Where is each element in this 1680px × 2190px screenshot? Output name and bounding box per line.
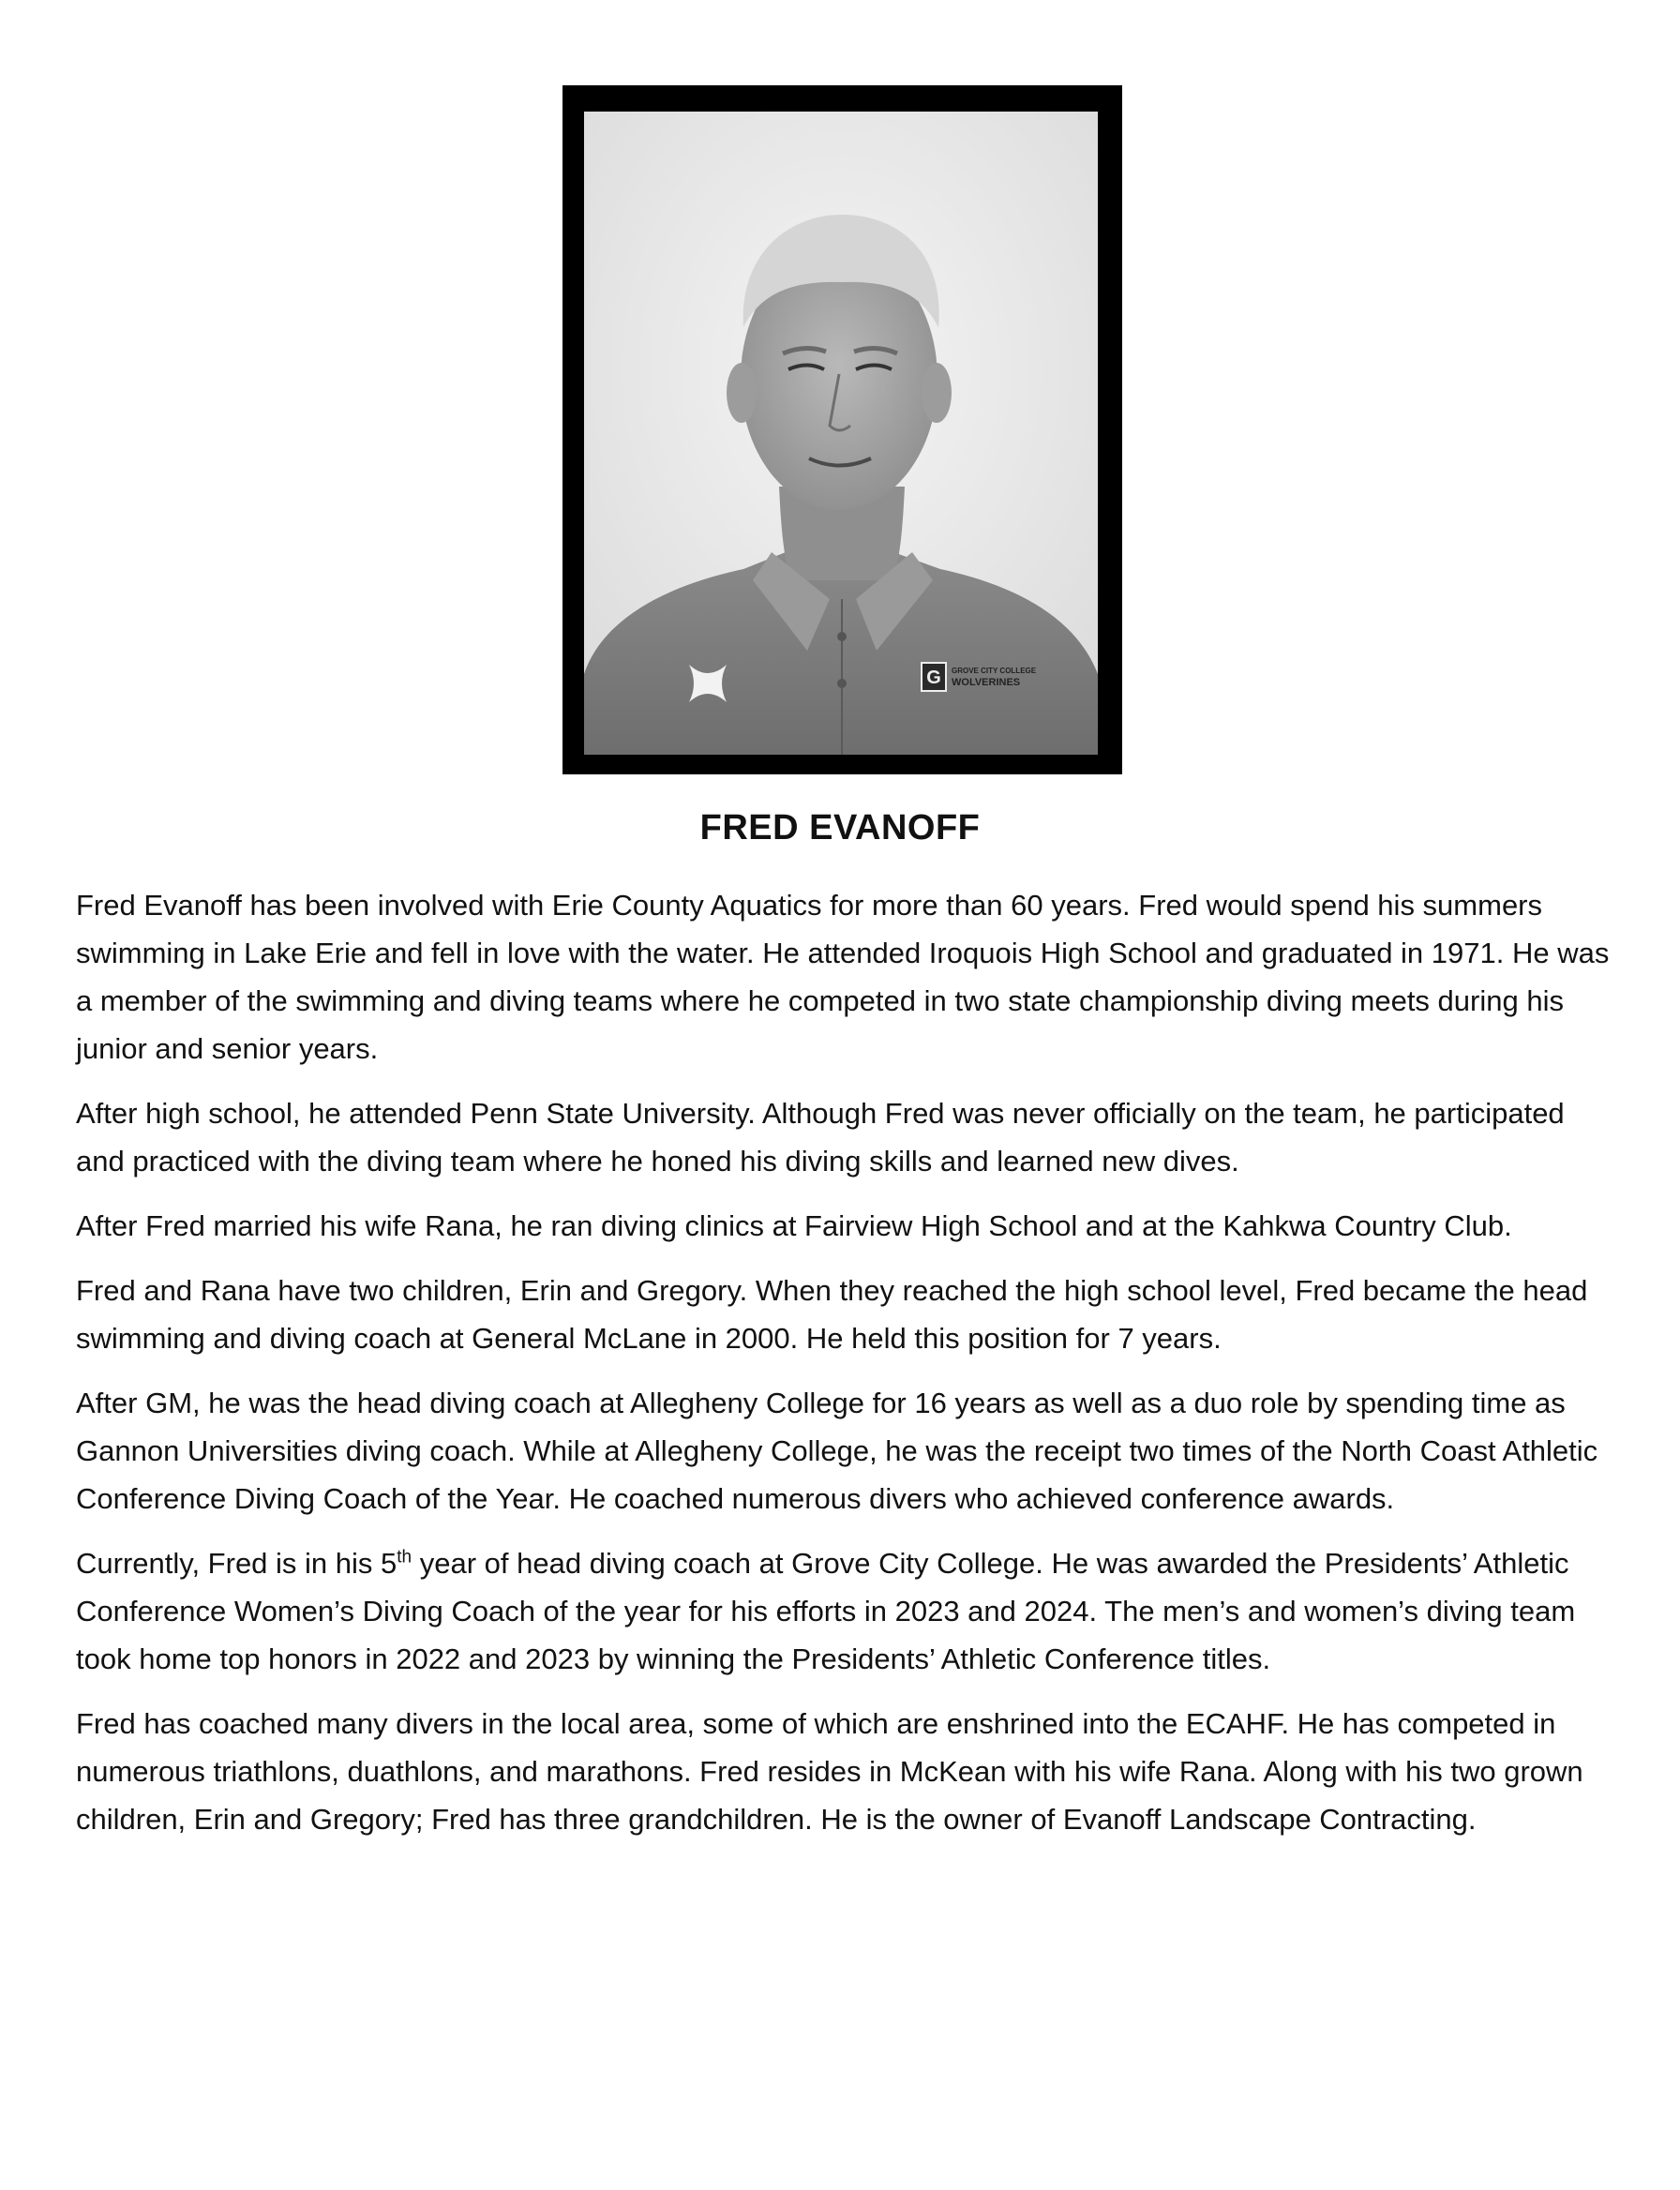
ordinal-suffix: th [397, 1547, 412, 1568]
svg-text:GROVE CITY COLLEGE: GROVE CITY COLLEGE [952, 667, 1037, 675]
bio-paragraph-4: Fred and Rana have two children, Erin and Gregory. When they reached the high school level, Fred became the head swimming and diving coach at General McLane in 2000. He held this position for 7 years. [76, 1274, 1588, 1355]
portrait-illustration [584, 112, 1098, 755]
portrait-frame [562, 85, 1122, 774]
page-title: FRED EVANOFF [699, 808, 981, 848]
college-logo [922, 663, 1037, 691]
bio-paragraph-1: Fred Evanoff has been involved with Erie County Aquatics for more than 60 years. Fred would spend his summers swimming in Lake Erie and fell in love with the water. He attended Iroquois High School and graduated in 1971. He was a member of the swimming and diving teams where he competed in two state championship diving meets during his junior and senior years. [76, 889, 1610, 1065]
bio-paragraph-6-start: Currently, Fred is in his 5 [76, 1547, 398, 1580]
bio-paragraph-5: After GM, he was the head diving coach at Allegheny College for 16 years as well as a duo role by spending time as Gannon Universities diving coach. While at Allegheny College, he was the receipt two times of the North Coast Athletic Conference Diving Coach of the Year. He coached numerous divers who achieved conference awards. [76, 1387, 1598, 1515]
bio-paragraph-6-end: year of head diving coach at Grove City College. He was awarded the Presidents’ Athletic Conference Women’s Diving Coach of the year for his efforts in 2023 and 2024. The men’s and women’s diving team took home top honors in 2022 and 2023 by winning the Presidents’ Athletic Conference titles. [76, 1547, 1576, 1675]
bio-paragraph-7: Fred has coached many divers in the local area, some of which are enshrined into the ECAHF. He has competed in numerous triathlons, duathlons, and marathons. Fred resides in McKean with his wife Rana. Along with his two grown children, Erin and Gregory; Fred has three grandchildren. He is the owner of Evanoff Landscape Contracting. [76, 1707, 1583, 1836]
bio-paragraph-6 [76, 1539, 1613, 1683]
bio-paragraph-3: After Fred married his wife Rana, he ran diving clinics at Fairview High School and at the Kahkwa Country Club. [76, 1209, 1512, 1242]
svg-text:G: G [926, 668, 941, 688]
svg-text:WOLVERINES: WOLVERINES [952, 677, 1021, 688]
biography [76, 881, 1613, 1860]
bio-paragraph-2: After high school, he attended Penn State University. Although Fred was never officially on the team, he participated and practiced with the diving team where he honed his diving skills and learned new dives. [76, 1097, 1565, 1178]
portrait-photo [584, 112, 1098, 755]
